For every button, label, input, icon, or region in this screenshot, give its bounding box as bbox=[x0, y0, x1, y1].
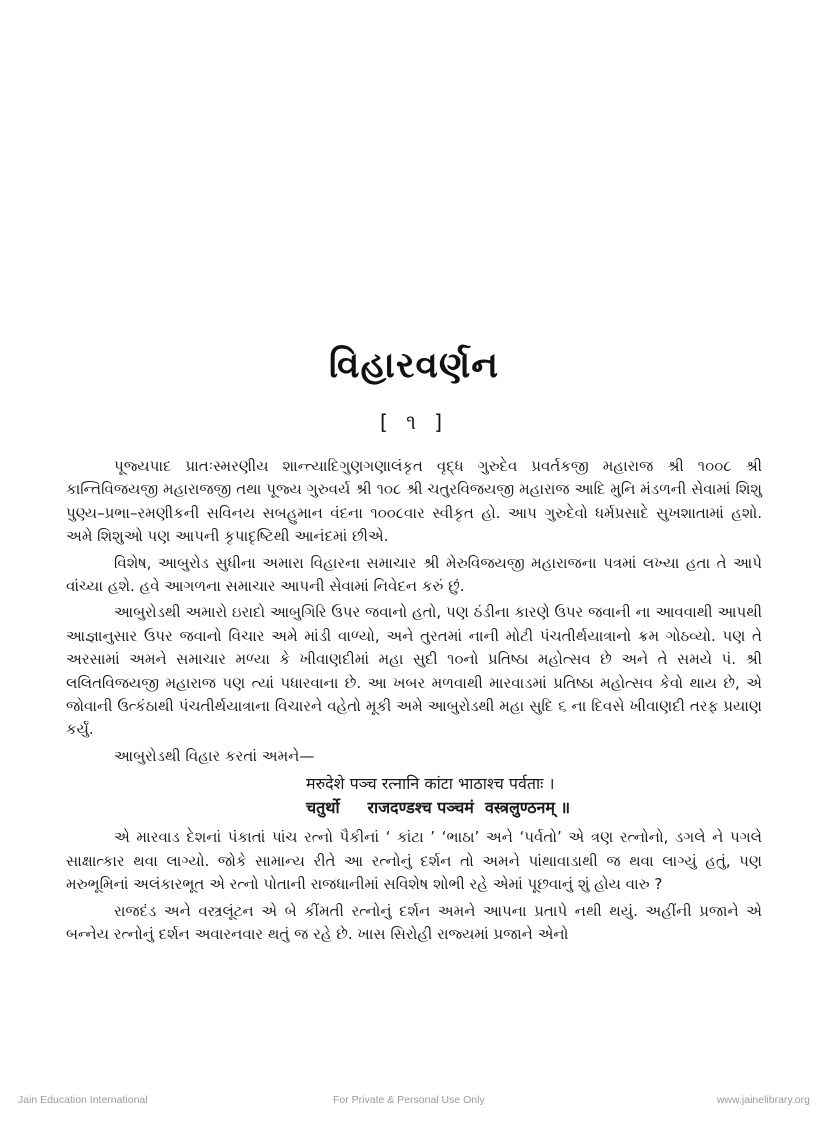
section-number: [ ૧ ] bbox=[379, 410, 449, 434]
paragraph: એ મારવાડ દેશનાં પંકાતાં પાંચ રત્નો પૈકીનાં ‘ કાંટા ’ ‘ભાઠા’ અને ‘પર્વતો’ એ ત્રણ રત્નોનો, ડગલે ને પગલે સાક્ષાત્કાર થવા લાગ્યો. જોકે સામાન્ય રીતે આ રત્નોનું દર્શન તો અમને પાંથાવાડાથી જ થવા લાગ્યું હતું, પણ મરુભૂમિનાં અલંકારભૂત એ રત્નો પોતાની રાજધાનીમાં સવિશેષ શોભી રહે એમાં પૂછવાનું શું હોય વારુ ? bbox=[66, 828, 762, 894]
footer-usage-note: For Private & Personal Use Only bbox=[333, 1094, 485, 1106]
paragraph: રાજદંડ અને વસ્ત્રલૂંટન એ બે કીંમતી રત્નોનું દર્શન અમને આપના પ્રતાપે નથી થયું. અહીંની પ્રજાને એ બન્નેય રત્નોનું દર્શન અવારનવાર થતું જ રહે છે. ખાસ સિરોહી રાજ્યમાં પ્રજાને એનો bbox=[66, 901, 762, 943]
verse-line: चतुर्थो राजदण्डश्च पञ्चमं वस्त्रलुण्ठनम् ॥ bbox=[306, 798, 571, 818]
body-text bbox=[66, 455, 762, 949]
paragraph: પૂજ્યપાદ પ્રાતઃસ્મરણીય શાન્ત્યાદિગુણગણાલંકૃત વૃદ્ધ ગુરુદેવ પ્રવર્તકજી મહારાજ શ્રી ૧૦૦૮ શ્રી કાન્તિવિજયજી મહારાજજી તથા પૂજ્ય ગુરુવર્ય શ્રી ૧૦૮ શ્રી ચતુરવિજયજી મહારાજ આદિ મુનિ મંડળની સેવામાં શિશુ પુણ્ય–પ્રભા–રમણીકની સવિનય સબહુમાન વંદના ૧૦૦૮વાર સ્વીકૃત હો. આપ ગુરુદેવો ધર્મપ્રસાદે સુખશાતામાં હશો. અમે શિશુઓ પણ આપની કૃપાદૃષ્ટિથી આનંદમાં છીએ. bbox=[66, 457, 762, 546]
paragraph: આબુરોડથી વિહાર કરતાં અમને— bbox=[114, 746, 315, 765]
footer-publisher: Jain Education International bbox=[18, 1094, 148, 1106]
paragraph: આબુરોડથી અમારો ઇરાદો આબુગિરિ ઉપર જવાનો હતો, પણ ઠંડીના કારણે ઉપર જવાની ના આવવાથી આપથી આજ્ઞાનુસાર ઉપર જવાનો વિચાર અમે માંડી વાળ્યો, અને તુરતમાં નાની મોટી પંચતીર્થયાત્રાનો ક્રમ ગોઠવ્યો. પણ તે અરસામાં અમને સમાચાર મળ્યા કે ખીવાણદીમાં મહા સુદી ૧૦નો પ્રતિષ્ઠા મહોત્સવ છે અને તે સમયે પં. શ્રી લલિતવિજયજી મહારાજ પણ ત્યાં પધારવાના છે. આ ખબર મળવાથી મારવાડમાં પ્રતિષ્ઠા મહોત્સવ કેવો થાય છે, એ જોવાની ઉત્કંઠાથી પંચતીર્થયાત્રાના વિચારને વહેતો મૂકી અમે આબુરોડથી મહા સુદિ ૬ ના દિવસે ખીવાણદી તરફ પ્રયાણ કર્યું. bbox=[66, 603, 762, 739]
sanskrit-verse bbox=[66, 772, 762, 820]
footer-website-link[interactable]: www.jainelibrary.org bbox=[716, 1094, 810, 1106]
footer bbox=[0, 1094, 828, 1114]
paragraph: વિશેષ, આબુરોડ સુધીના અમારા વિહારના સમાચાર શ્રી મેરુવિજયજી મહારાજના પત્રમાં લખ્યા હતા તે આપે વાંચ્યા હશે. હવે આગળના સમાચાર આપની સેવામાં નિવેદન કરું છું. bbox=[66, 553, 762, 596]
verse-line: मरुदेशे पञ्च रत्नानि कांटा भाठाश्च पर्वताः । bbox=[306, 774, 555, 794]
page-title: વિહારવર્ણન bbox=[328, 345, 500, 386]
